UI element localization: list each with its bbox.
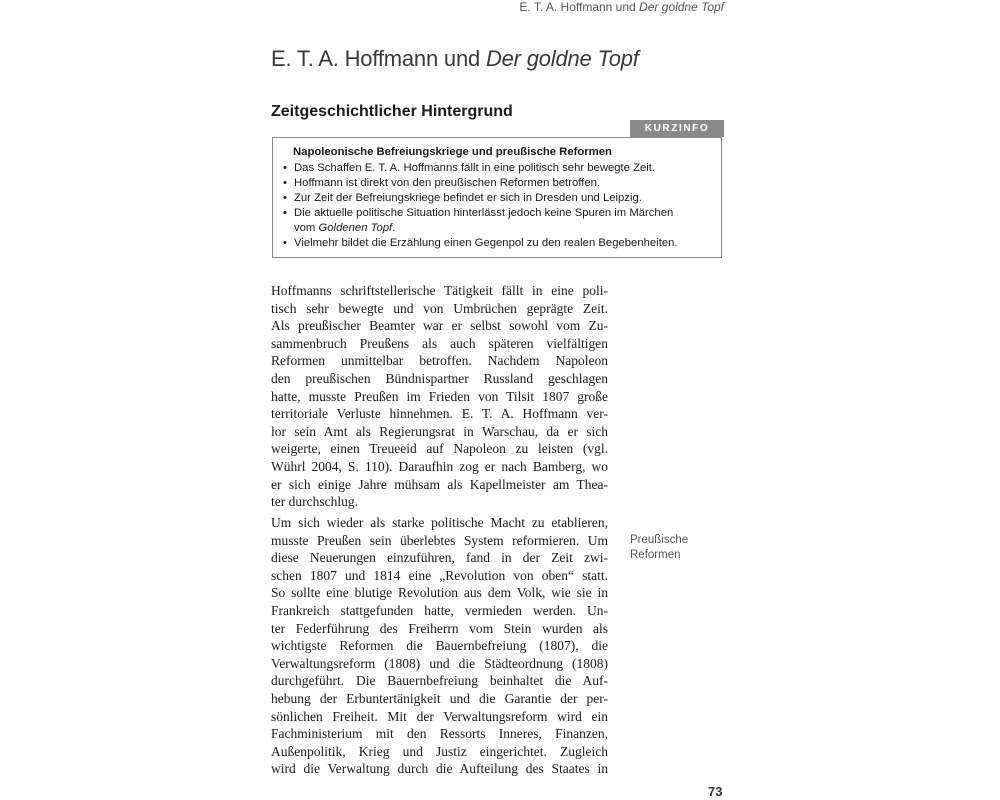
body-paragraph-1 xyxy=(271,282,608,511)
paragraph-line: Fachministerium mit den Ressorts Inneres, Finanzen, xyxy=(271,726,608,742)
paragraph-line: Hoffmanns schriftstellerische Tätigkeit fällt in eine poli- xyxy=(271,283,608,298)
kurzinfo-bullet: • Das Schaffen E. T. A. Hoffmanns fällt in eine politisch sehr bewegte Zeit. xyxy=(283,161,713,176)
paragraph-line: diese Neuerungen einzuführen, fand in der Zeit zwi- xyxy=(271,550,608,566)
paragraph-line: sönlichen Freiheit. Mit der Verwaltungsreform wird ein xyxy=(271,708,608,724)
kurzinfo-title: Napoleonische Befreiungskriege und preußische Reformen xyxy=(293,146,612,158)
paragraph-line: lor sein Amt als Regierungsrat in Warschau, da er sich xyxy=(271,423,608,439)
paragraph-line: Verwaltungsreform (1808) und die Städteordnung (1808) xyxy=(271,655,608,671)
margin-note-line: Reformen xyxy=(630,549,681,561)
kurzinfo-bullet-text: vom xyxy=(294,222,316,234)
page-number: 73 xyxy=(708,784,723,799)
paragraph-line: weigerte, einen Treueeid auf Napoleon zu leisten (vgl. xyxy=(271,441,608,457)
kurzinfo-bullet-title: Goldenen Topf xyxy=(318,222,393,234)
paragraph-line: territoriale Verluste hinnehmen. E. T. A. Hoffmann ver- xyxy=(271,406,608,422)
paragraph-line: Außenpolitik, Krieg und Justiz eingerichtet. Zugleich xyxy=(271,743,608,759)
paragraph-line: So sollte eine blutige Revolution aus dem Volk, wie sie in xyxy=(271,585,608,601)
paragraph-line: hatte, musste Preußen im Frieden von Tilsit 1807 große xyxy=(271,388,608,404)
paragraph-line: schen 1807 und 1814 eine „Revolution von oben“ statt. xyxy=(271,567,608,583)
kurzinfo-bullet-text: Die aktuelle politische Situation hinterlässt jedoch keine Spuren im Märchen xyxy=(294,207,674,219)
kurzinfo-bullet: • Hoffmann ist direkt von den preußischen Reformen betroffen. xyxy=(283,176,713,191)
paragraph-line: Wührl 2004, S. 110). Daraufhin zog er nach Bamberg, wo xyxy=(271,458,608,474)
paragraph-line: wichtigste Reformen die Bauernbefreiung (1807), die xyxy=(271,638,608,654)
kurzinfo-bullet: • Zur Zeit der Befreiungskriege befindet er sich in Dresden und Leipzig. xyxy=(283,191,713,206)
kurzinfo-bullet xyxy=(283,206,713,236)
running-head-author: E. T. A. Hoffmann und xyxy=(519,0,636,14)
paragraph-line: Als preußischer Beamter war er selbst sowohl vom Zu- xyxy=(271,318,608,334)
running-head xyxy=(519,0,724,14)
kurzinfo-box xyxy=(272,137,722,258)
paragraph-line: wird die Verwaltung durch die Aufteilung des Staates in xyxy=(271,761,608,777)
kurzinfo-bullet: • Vielmehr bildet die Erzählung einen Gegenpol zu den realen Begebenheiten. xyxy=(283,236,713,251)
margin-note xyxy=(630,533,688,563)
kurzinfo-list xyxy=(283,161,713,251)
chapter-title-work: Der goldne Topf xyxy=(485,46,639,71)
margin-note-line: Preußische xyxy=(630,534,689,546)
kurzinfo-bullet-period: . xyxy=(392,222,396,234)
paragraph-line: Um sich wieder als starke politische Macht zu etablieren, xyxy=(271,515,608,530)
chapter-title-author: E. T. A. Hoffmann und xyxy=(271,46,481,71)
paragraph-line: musste Preußen sein überlebtes System reformieren. Um xyxy=(271,532,608,548)
chapter-title xyxy=(271,46,639,72)
paragraph-line: durchgeführt. Die Bauernbefreiung beinhaltet die Auf- xyxy=(271,673,608,689)
paragraph-line: Reformen unmittelbar betroffen. Nachdem Napoleon xyxy=(271,353,608,369)
paragraph-line: hebung der Erbuntertänigkeit und die Garantie der per- xyxy=(271,690,608,706)
body-paragraph-2 xyxy=(271,514,608,778)
paragraph-line: Frankreich stattgefunden hatte, vermieden werden. Un- xyxy=(271,602,608,618)
kurzinfo-tab: KURZINFO xyxy=(630,120,724,137)
paragraph-line: tisch sehr bewegte und von Umbrüchen geprägte Zeit. xyxy=(271,300,608,316)
running-head-work: Der goldne Topf xyxy=(639,0,724,14)
paragraph-line: ter Federführung des Freiherrn vom Stein wurden als xyxy=(271,620,608,636)
paragraph-line: er sich einige Jahre mühsam als Kapellmeister am Thea- xyxy=(271,476,608,492)
paragraph-line: ter durchschlug. xyxy=(271,494,358,510)
paragraph-line: den preußischen Bündnispartner Russland geschlagen xyxy=(271,370,608,386)
paragraph-line: sammenbruch Preußens als auch späteren vielfältigen xyxy=(271,335,608,351)
section-title: Zeitgeschichtlicher Hintergrund xyxy=(271,103,513,120)
